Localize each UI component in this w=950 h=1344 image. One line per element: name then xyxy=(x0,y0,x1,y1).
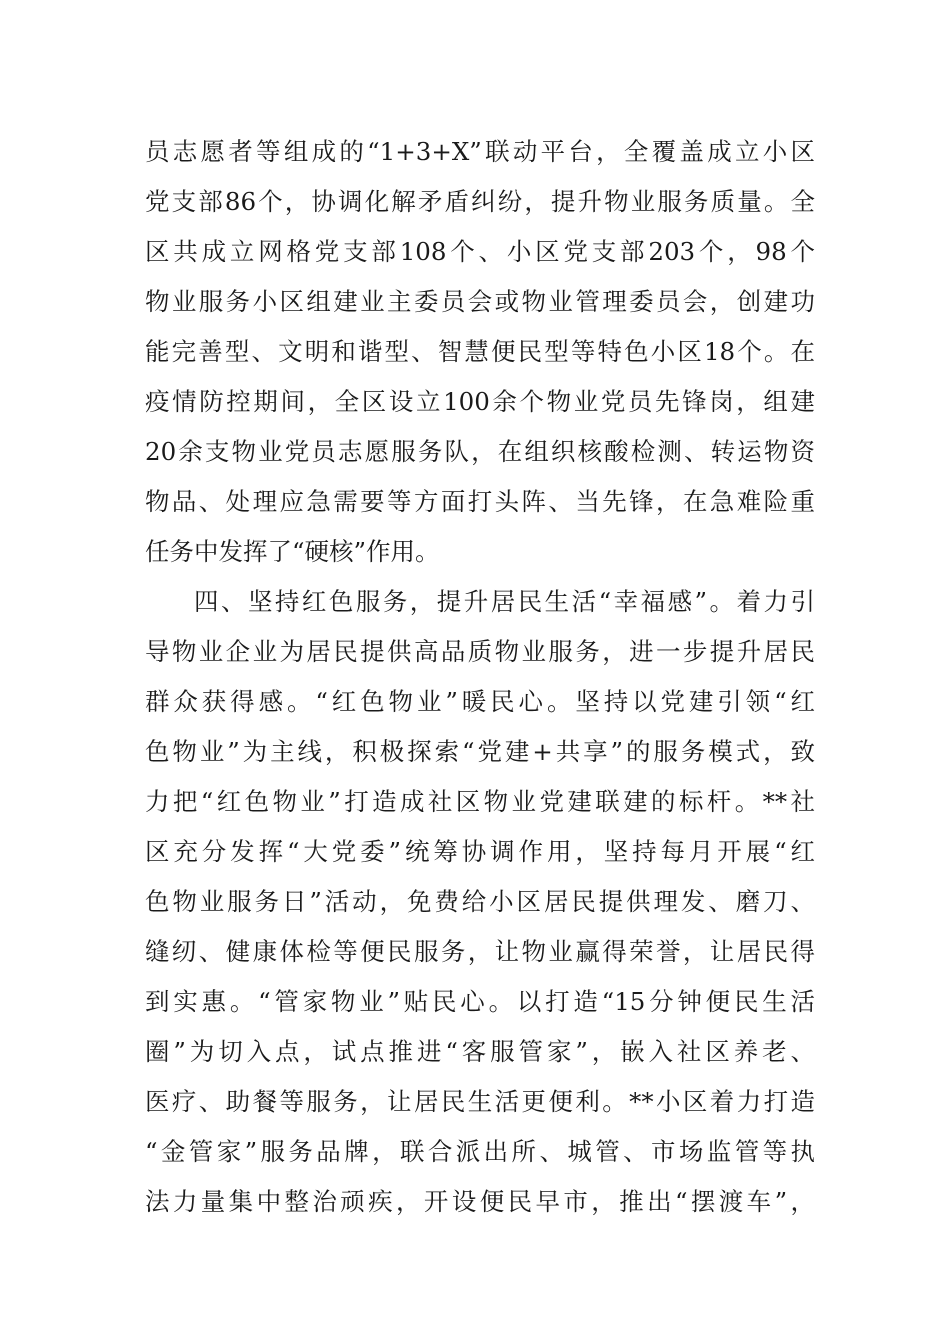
text-line: 色物业”为主线，积极探索“党建+共享”的服务模式，致 xyxy=(145,737,815,766)
text-line: 物业服务小区组建业主委员会或物业管理委员会，创建功 xyxy=(145,287,815,316)
text-line: 到实惠。“管家物业”贴民心。以打造“15分钟便民生活 xyxy=(145,987,815,1016)
text-line: 群众获得感。“红色物业”暖民心。坚持以党建引领“红 xyxy=(145,687,815,716)
text-line: 能完善型、文明和谐型、智慧便民型等特色小区18个。在 xyxy=(145,337,815,366)
text-line: 力把“红色物业”打造成社区物业党建联建的标杆。**社 xyxy=(145,787,815,816)
text-line: 任务中发挥了“硬核”作用。 xyxy=(145,537,440,566)
text-line: “金管家”服务品牌，联合派出所、城管、市场监管等执 xyxy=(145,1137,815,1166)
text-line: 疫情防控期间，全区设立100余个物业党员先锋岗，组建 xyxy=(145,387,815,416)
text-line: 导物业企业为居民提供高品质物业服务，进一步提升居民 xyxy=(145,637,815,666)
text-line: 圈”为切入点，试点推进“客服管家”，嵌入社区养老、 xyxy=(145,1037,815,1066)
text-line: 物品、处理应急需要等方面打头阵、当先锋，在急难险重 xyxy=(145,487,815,516)
text-line: 党支部86个，协调化解矛盾纠纷，提升物业服务质量。全 xyxy=(145,187,815,216)
text-line: 员志愿者等组成的“1+3+X”联动平台，全覆盖成立小区 xyxy=(145,137,815,166)
text-line: 色物业服务日”活动，免费给小区居民提供理发、磨刀、 xyxy=(145,887,815,916)
text-line: 法力量集中整治顽疾，开设便民早市，推出“摆渡车”， xyxy=(145,1187,815,1216)
text-line: 20余支物业党员志愿服务队，在组织核酸检测、转运物资 xyxy=(145,437,815,466)
text-line: 区共成立网格党支部108个、小区党支部203个，98个 xyxy=(145,237,815,266)
text-line: 缝纫、健康体检等便民服务，让物业赢得荣誉，让居民得 xyxy=(145,937,815,966)
text-line: 医疗、助餐等服务，让居民生活更便利。**小区着力打造 xyxy=(145,1087,815,1116)
body-text xyxy=(145,127,815,1227)
text-line: 区充分发挥“大党委”统筹协调作用，坚持每月开展“红 xyxy=(145,837,815,866)
section-heading-line: 四、坚持红色服务，提升居民生活“幸福感”。着力引 xyxy=(194,587,815,616)
